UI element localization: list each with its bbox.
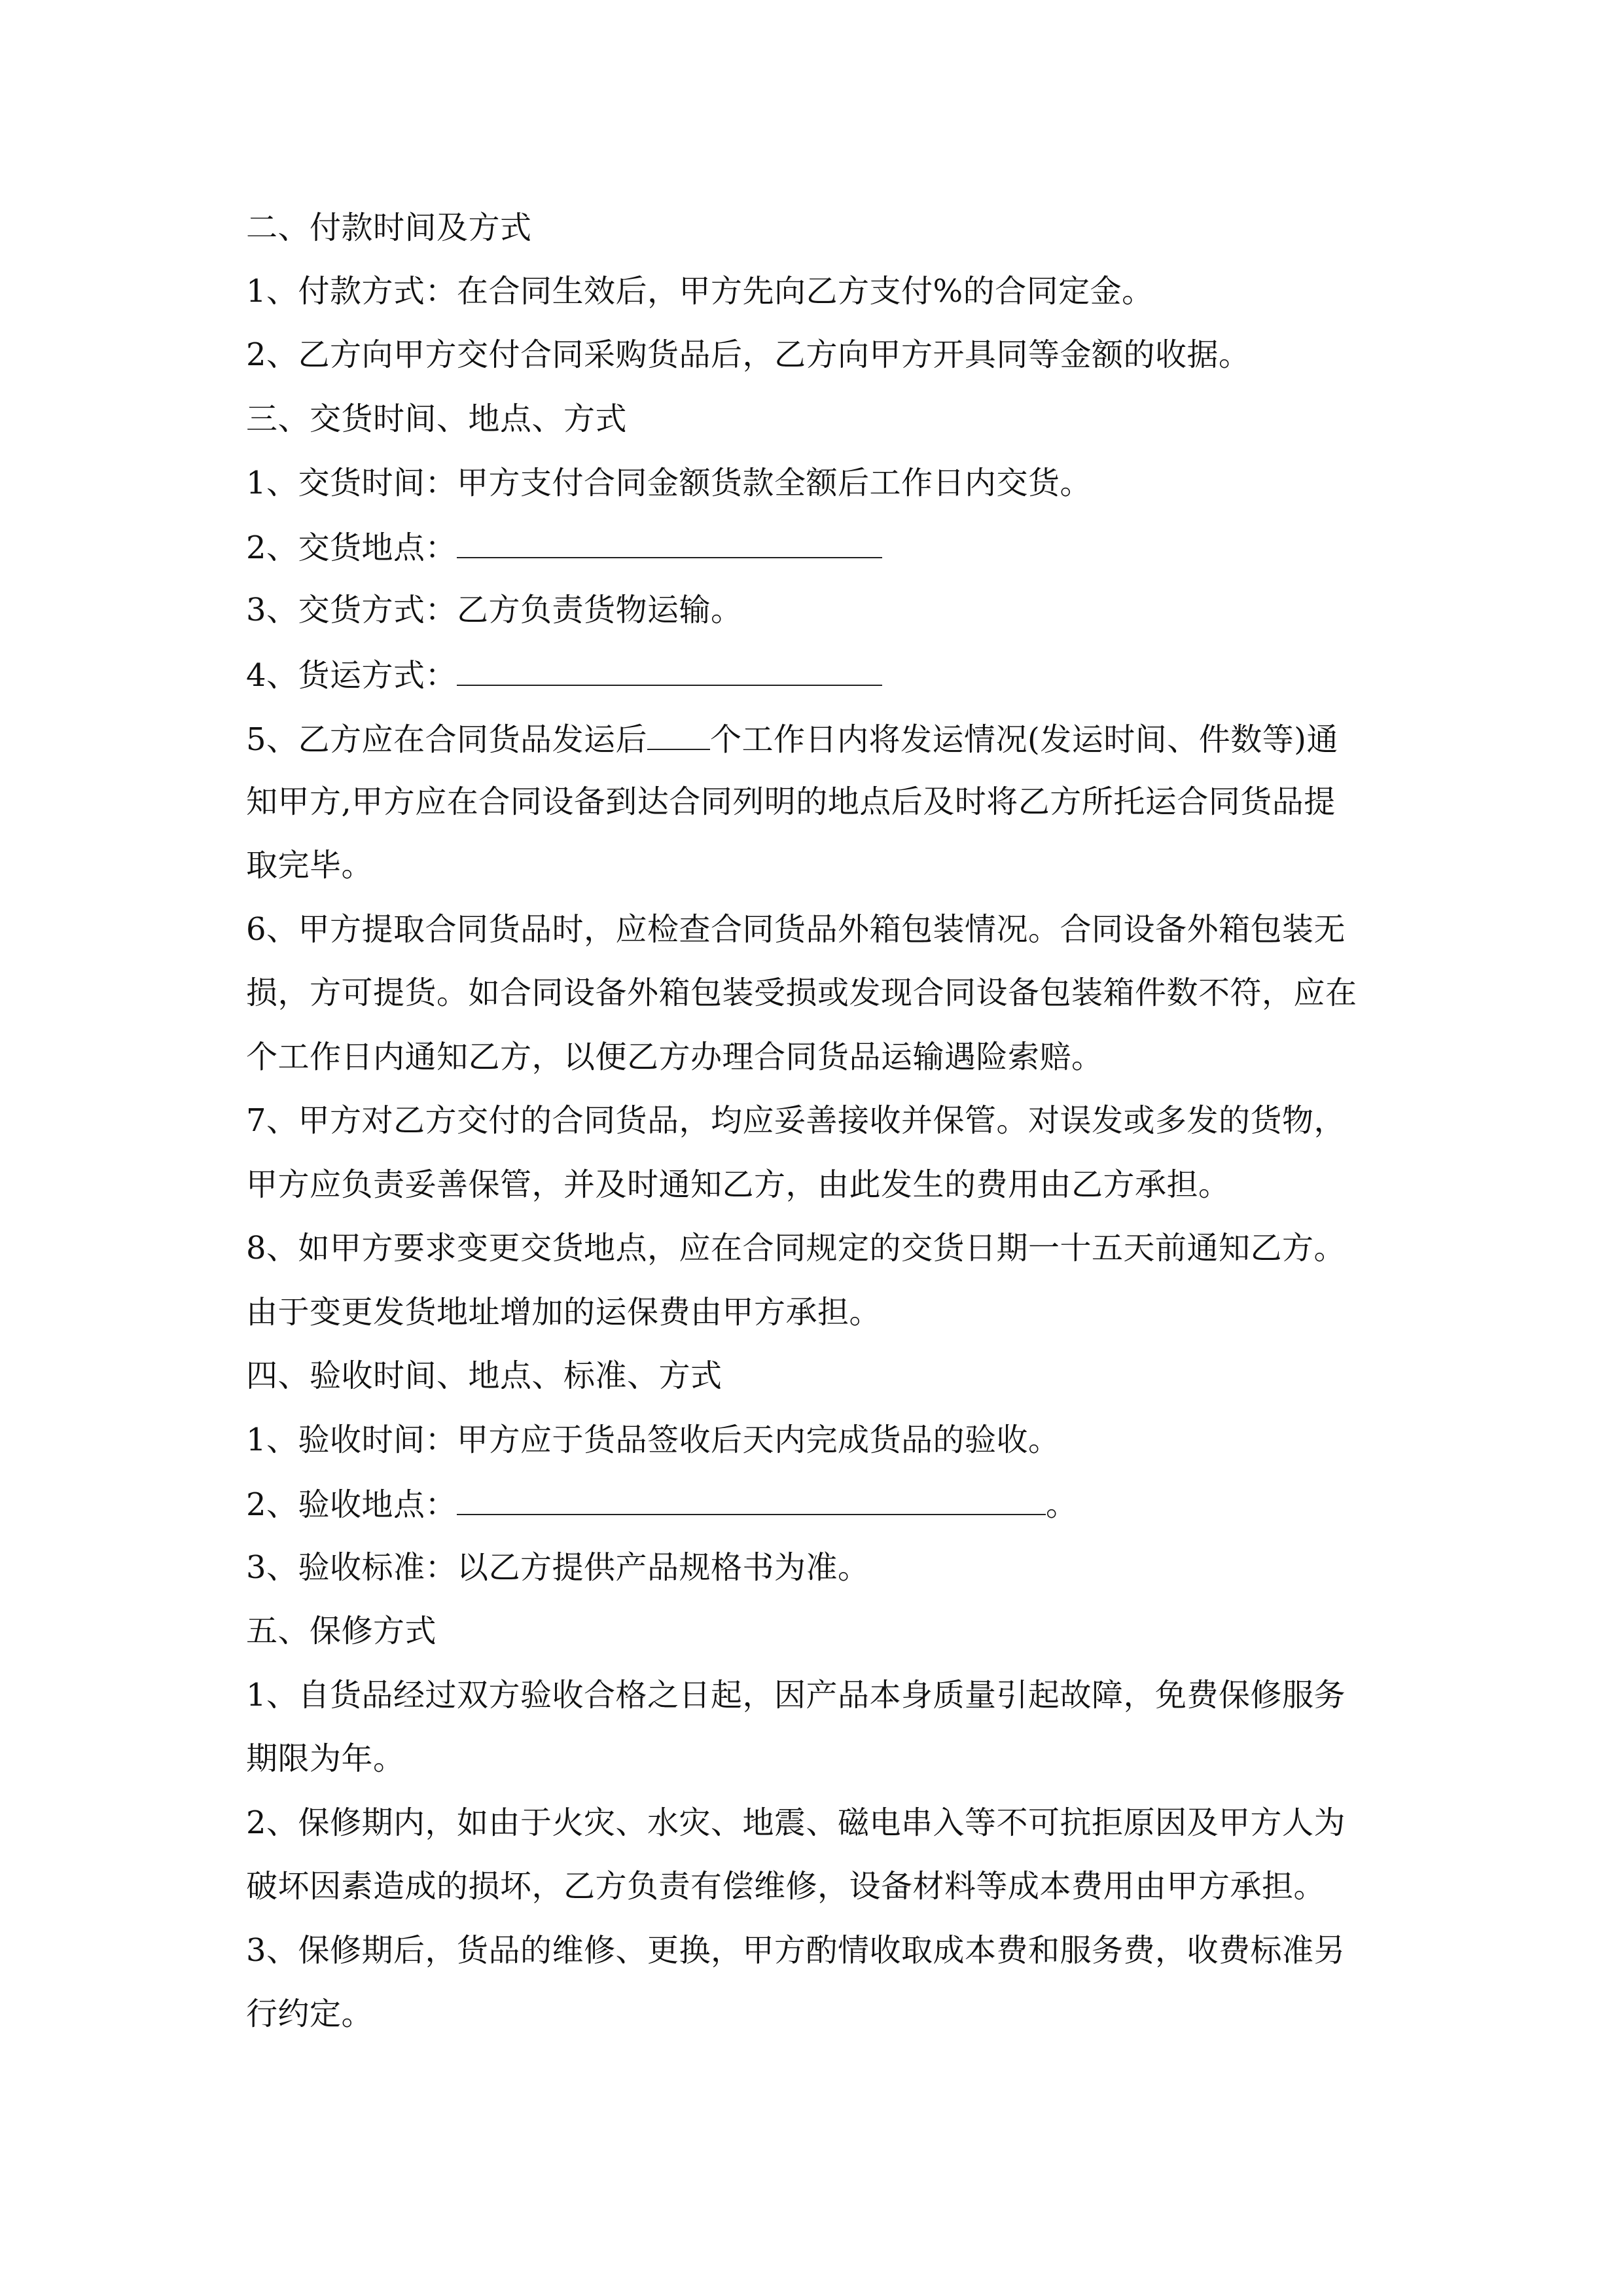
clause-receipt: 2、乙方向甲方交付合同采购货品后，乙方向甲方开具同等金额的收据。 — [246, 336, 1251, 373]
clause-acceptance-time: 1、验收时间：甲方应于货品签收后天内完成货品的验收。 — [246, 1422, 1060, 1458]
clause-safekeeping-cont: 甲方应负责妥善保管，并及时通知乙方，由此发生的费用由乙方承担。 — [246, 1166, 1230, 1203]
clause-acceptance-place — [246, 1484, 1078, 1524]
clause-delivery-place-label: 2、交货地点： — [246, 529, 457, 566]
clause-freight-method-label: 4、货运方式： — [246, 657, 457, 694]
clause-acceptance-standard: 3、验收标准：以乙方提供产品规格书为准。 — [246, 1549, 870, 1586]
clause-change-location: 8、如甲方要求变更交货地点，应在合同规定的交货日期一十五天前通知乙方。 — [246, 1230, 1346, 1266]
workdays-blank — [647, 719, 710, 750]
clause-acceptance-place-label: 2、验收地点： — [246, 1486, 457, 1523]
clause-shipping-notice-part2: 个工作日内将发运情况(发运时间、件数等)通 — [710, 721, 1339, 758]
clause-delivery-method: 3、交货方式：乙方负责货物运输。 — [246, 592, 743, 628]
clause-pickup-inspection-cont1: 损，方可提货。如合同设备外箱包装受损或发现合同设备包装箱件数不符，应在 — [246, 975, 1357, 1011]
clause-pickup-inspection-cont2: 个工作日内通知乙方，以便乙方办理合同货品运输遇险索赔。 — [246, 1039, 1103, 1075]
clause-post-warranty: 3、保修期后，货品的维修、更换，甲方酌情收取成本费和服务费，收费标准另 — [246, 1932, 1346, 1969]
clause-free-warranty: 1、自货品经过双方验收合格之日起，因产品本身质量引起故障，免费保修服务 — [246, 1677, 1346, 1713]
clause-free-warranty-cont: 期限为年。 — [246, 1740, 405, 1777]
freight-method-blank — [457, 655, 882, 686]
clause-change-location-cont: 由于变更发货地址增加的运保费由甲方承担。 — [246, 1294, 882, 1331]
clause-safekeeping: 7、甲方对乙方交付的合同货品，均应妥善接收并保管。对误发或多发的货物， — [246, 1102, 1346, 1139]
clause-shipping-notice-cont2: 取完毕。 — [246, 847, 374, 884]
clause-delivery-time: 1、交货时间：甲方支付合同金额货款全额后工作日内交货。 — [246, 465, 1092, 501]
clause-acceptance-place-end: 。 — [1046, 1486, 1078, 1523]
section-heading-acceptance: 四、验收时间、地点、标准、方式 — [246, 1357, 722, 1394]
section-heading-delivery: 三、交货时间、地点、方式 — [246, 401, 628, 437]
clause-force-majeure: 2、保修期内，如由于火灾、水灾、地震、磁电串入等不可抗拒原因及甲方人为 — [246, 1804, 1346, 1841]
clause-pickup-inspection: 6、甲方提取合同货品时，应检查合同货品外箱包装情况。合同设备外箱包装无 — [246, 911, 1346, 948]
section-heading-warranty: 五、保修方式 — [246, 1613, 437, 1649]
clause-payment-method: 1、付款方式：在合同生效后，甲方先向乙方支付%的合同定金。 — [246, 273, 1154, 310]
clause-shipping-notice-part1: 5、乙方应在合同货品发运后 — [246, 721, 648, 758]
clause-shipping-notice — [246, 719, 1338, 759]
acceptance-place-blank — [457, 1484, 1046, 1515]
clause-shipping-notice-cont1: 知甲方,甲方应在合同设备到达合同列明的地点后及时将乙方所托运合同货品提 — [246, 783, 1336, 820]
clause-post-warranty-cont: 行约定。 — [246, 1996, 374, 2032]
clause-force-majeure-cont: 破坏因素造成的损坏，乙方负责有偿维修，设备材料等成本费用由甲方承担。 — [246, 1868, 1326, 1905]
clause-freight-method — [246, 655, 882, 695]
clause-delivery-place — [246, 527, 882, 567]
delivery-place-blank — [457, 527, 882, 558]
section-heading-payment: 二、付款时间及方式 — [246, 209, 532, 246]
